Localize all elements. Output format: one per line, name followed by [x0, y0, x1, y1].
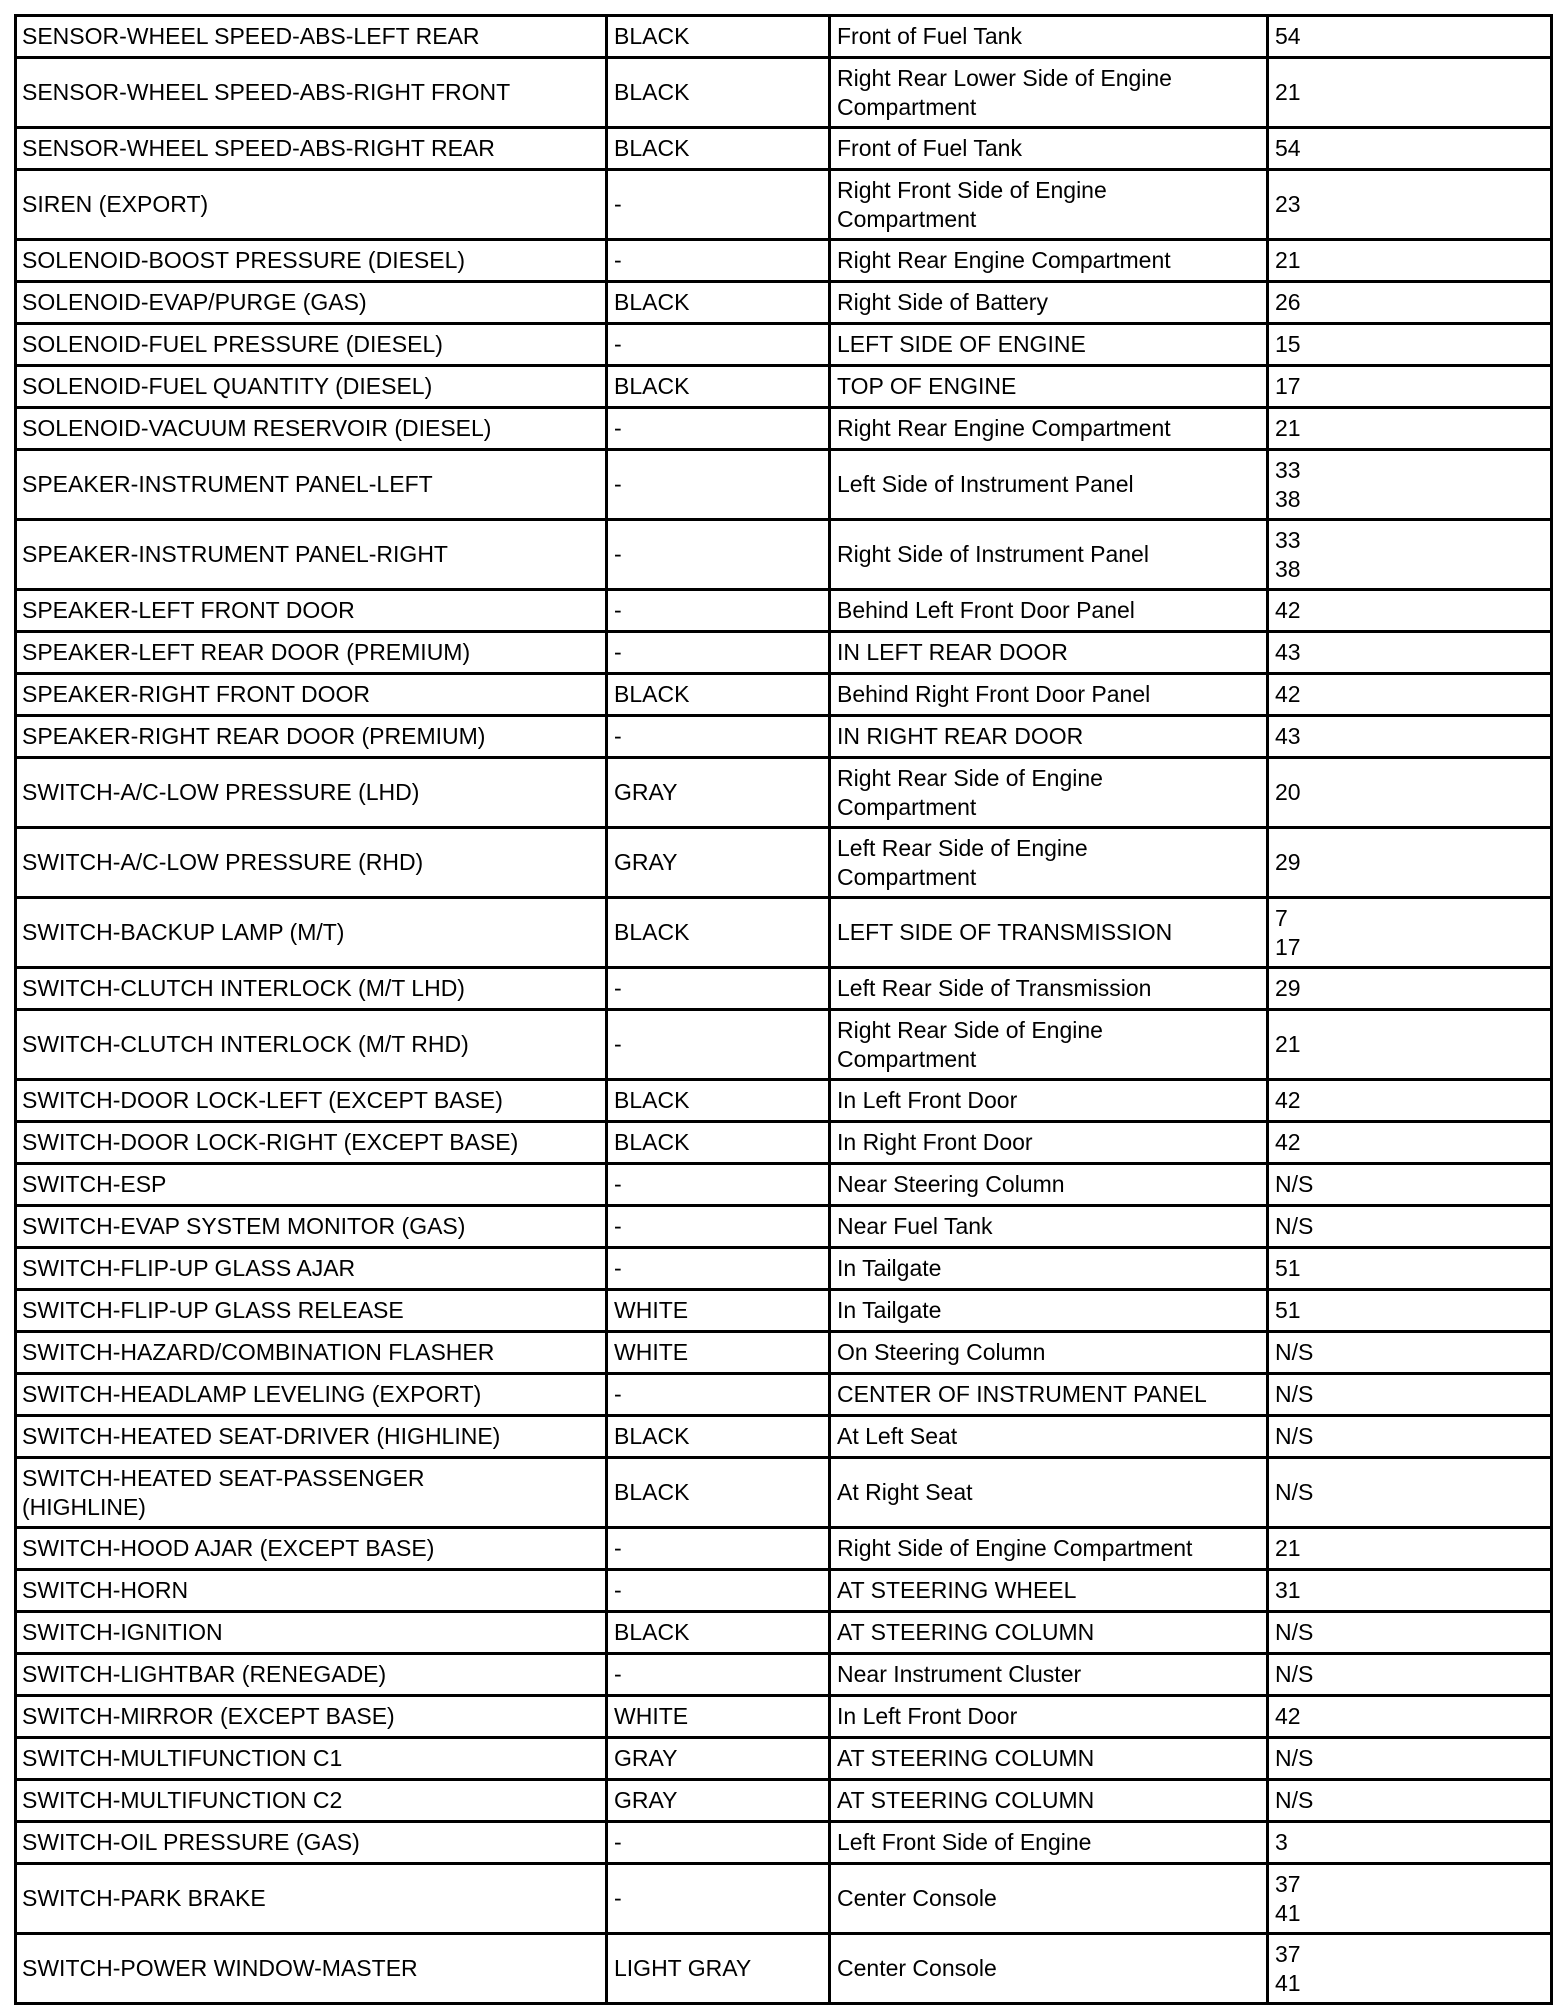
location-cell: Left Side of Instrument Panel: [830, 450, 1268, 520]
component-cell: SWITCH-IGNITION: [16, 1612, 607, 1654]
connector-color-cell: -: [607, 1822, 830, 1864]
connector-color-cell: -: [607, 240, 830, 282]
connector-color-cell: GRAY: [607, 758, 830, 828]
component-cell: SWITCH-HEATED SEAT-PASSENGER (HIGHLINE): [16, 1458, 607, 1528]
connector-color-cell: -: [607, 1528, 830, 1570]
component-cell: SWITCH-HEATED SEAT-DRIVER (HIGHLINE): [16, 1416, 607, 1458]
figure-cell: 15: [1268, 324, 1552, 366]
component-cell: SOLENOID-FUEL QUANTITY (DIESEL): [16, 366, 607, 408]
connector-color-cell: BLACK: [607, 16, 830, 58]
connector-color-cell: GRAY: [607, 828, 830, 898]
figure-cell: 3: [1268, 1822, 1552, 1864]
component-cell: SWITCH-FLIP-UP GLASS RELEASE: [16, 1290, 607, 1332]
figure-cell: N/S: [1268, 1780, 1552, 1822]
location-cell: Right Rear Engine Compartment: [830, 240, 1268, 282]
connector-color-cell: -: [607, 408, 830, 450]
figure-cell: N/S: [1268, 1206, 1552, 1248]
connector-color-cell: -: [607, 520, 830, 590]
location-cell: In Tailgate: [830, 1248, 1268, 1290]
figure-cell: 42: [1268, 1080, 1552, 1122]
location-cell: AT STEERING COLUMN: [830, 1780, 1268, 1822]
component-cell: SOLENOID-BOOST PRESSURE (DIESEL): [16, 240, 607, 282]
table-row: [16, 1248, 1552, 1290]
figure-cell: N/S: [1268, 1458, 1552, 1528]
table-row: [16, 1780, 1552, 1822]
figure-cell: 21: [1268, 1010, 1552, 1080]
table-row: [16, 1374, 1552, 1416]
table-row: [16, 1010, 1552, 1080]
component-cell: SWITCH-OIL PRESSURE (GAS): [16, 1822, 607, 1864]
connector-color-cell: -: [607, 632, 830, 674]
component-cell: SWITCH-CLUTCH INTERLOCK (M/T RHD): [16, 1010, 607, 1080]
component-cell: SPEAKER-LEFT FRONT DOOR: [16, 590, 607, 632]
component-cell: SWITCH-HEADLAMP LEVELING (EXPORT): [16, 1374, 607, 1416]
connector-color-cell: GRAY: [607, 1780, 830, 1822]
figure-cell: 33 38: [1268, 520, 1552, 590]
table-row: [16, 828, 1552, 898]
connector-color-cell: -: [607, 170, 830, 240]
component-cell: SWITCH-A/C-LOW PRESSURE (RHD): [16, 828, 607, 898]
location-cell: On Steering Column: [830, 1332, 1268, 1374]
table-row: [16, 1738, 1552, 1780]
table-row: [16, 128, 1552, 170]
location-cell: In Right Front Door: [830, 1122, 1268, 1164]
location-cell: In Left Front Door: [830, 1696, 1268, 1738]
connector-color-cell: -: [607, 716, 830, 758]
table-row: [16, 1164, 1552, 1206]
location-cell: Near Steering Column: [830, 1164, 1268, 1206]
location-cell: Behind Left Front Door Panel: [830, 590, 1268, 632]
table-row: [16, 408, 1552, 450]
table-row: [16, 1122, 1552, 1164]
connector-color-cell: WHITE: [607, 1332, 830, 1374]
table-row: [16, 674, 1552, 716]
table-row: [16, 898, 1552, 968]
connector-color-cell: -: [607, 590, 830, 632]
component-cell: SPEAKER-RIGHT FRONT DOOR: [16, 674, 607, 716]
figure-cell: 17: [1268, 366, 1552, 408]
figure-cell: 21: [1268, 408, 1552, 450]
table-row: [16, 758, 1552, 828]
connector-color-cell: BLACK: [607, 58, 830, 128]
location-cell: Right Side of Engine Compartment: [830, 1528, 1268, 1570]
location-cell: Right Front Side of Engine Compartment: [830, 170, 1268, 240]
table-row: [16, 968, 1552, 1010]
location-cell: Front of Fuel Tank: [830, 128, 1268, 170]
location-cell: At Right Seat: [830, 1458, 1268, 1528]
location-cell: At Left Seat: [830, 1416, 1268, 1458]
figure-cell: 42: [1268, 1696, 1552, 1738]
figure-cell: 29: [1268, 828, 1552, 898]
table-row: [16, 1570, 1552, 1612]
connector-color-cell: -: [607, 1164, 830, 1206]
connector-color-cell: BLACK: [607, 128, 830, 170]
location-cell: AT STEERING COLUMN: [830, 1738, 1268, 1780]
connector-color-cell: BLACK: [607, 366, 830, 408]
component-cell: SWITCH-HOOD AJAR (EXCEPT BASE): [16, 1528, 607, 1570]
connector-color-cell: BLACK: [607, 1416, 830, 1458]
table-row: [16, 520, 1552, 590]
table-row: [16, 1612, 1552, 1654]
location-cell: Right Rear Side of Engine Compartment: [830, 758, 1268, 828]
connector-color-cell: BLACK: [607, 282, 830, 324]
table-row: [16, 1416, 1552, 1458]
location-cell: LEFT SIDE OF TRANSMISSION: [830, 898, 1268, 968]
table-row: [16, 1332, 1552, 1374]
location-cell: Behind Right Front Door Panel: [830, 674, 1268, 716]
figure-cell: 54: [1268, 128, 1552, 170]
table-row: [16, 16, 1552, 58]
component-cell: SWITCH-DOOR LOCK-RIGHT (EXCEPT BASE): [16, 1122, 607, 1164]
location-cell: AT STEERING WHEEL: [830, 1570, 1268, 1612]
table-row: [16, 590, 1552, 632]
component-cell: SPEAKER-LEFT REAR DOOR (PREMIUM): [16, 632, 607, 674]
location-cell: Left Rear Side of Transmission: [830, 968, 1268, 1010]
table-row: [16, 1864, 1552, 1934]
table-row: [16, 366, 1552, 408]
location-cell: Center Console: [830, 1864, 1268, 1934]
figure-cell: 37 41: [1268, 1864, 1552, 1934]
table-row: [16, 632, 1552, 674]
location-cell: Right Side of Instrument Panel: [830, 520, 1268, 590]
table-row: [16, 1822, 1552, 1864]
location-cell: IN LEFT REAR DOOR: [830, 632, 1268, 674]
figure-cell: N/S: [1268, 1374, 1552, 1416]
location-cell: TOP OF ENGINE: [830, 366, 1268, 408]
location-cell: Right Rear Side of Engine Compartment: [830, 1010, 1268, 1080]
connector-color-cell: WHITE: [607, 1290, 830, 1332]
connector-color-cell: -: [607, 1570, 830, 1612]
table-row: [16, 1654, 1552, 1696]
figure-cell: 54: [1268, 16, 1552, 58]
location-cell: Left Rear Side of Engine Compartment: [830, 828, 1268, 898]
component-cell: SIREN (EXPORT): [16, 170, 607, 240]
connector-color-cell: LIGHT GRAY: [607, 1934, 830, 2004]
component-cell: SWITCH-MULTIFUNCTION C1: [16, 1738, 607, 1780]
figure-cell: 21: [1268, 1528, 1552, 1570]
connector-color-cell: WHITE: [607, 1696, 830, 1738]
figure-cell: N/S: [1268, 1332, 1552, 1374]
figure-cell: 31: [1268, 1570, 1552, 1612]
table-row: [16, 450, 1552, 520]
connector-color-cell: GRAY: [607, 1738, 830, 1780]
location-cell: In Tailgate: [830, 1290, 1268, 1332]
location-cell: Front of Fuel Tank: [830, 16, 1268, 58]
component-cell: SOLENOID-VACUUM RESERVOIR (DIESEL): [16, 408, 607, 450]
connector-color-cell: -: [607, 968, 830, 1010]
figure-cell: N/S: [1268, 1654, 1552, 1696]
figure-cell: 43: [1268, 632, 1552, 674]
component-cell: SOLENOID-FUEL PRESSURE (DIESEL): [16, 324, 607, 366]
location-cell: AT STEERING COLUMN: [830, 1612, 1268, 1654]
connector-color-cell: -: [607, 1206, 830, 1248]
component-cell: SOLENOID-EVAP/PURGE (GAS): [16, 282, 607, 324]
connector-color-cell: -: [607, 450, 830, 520]
component-cell: SWITCH-HORN: [16, 1570, 607, 1612]
component-cell: SWITCH-MIRROR (EXCEPT BASE): [16, 1696, 607, 1738]
location-cell: CENTER OF INSTRUMENT PANEL: [830, 1374, 1268, 1416]
component-cell: SWITCH-BACKUP LAMP (M/T): [16, 898, 607, 968]
connector-color-cell: BLACK: [607, 898, 830, 968]
table-row: [16, 1458, 1552, 1528]
component-cell: SWITCH-LIGHTBAR (RENEGADE): [16, 1654, 607, 1696]
location-cell: IN RIGHT REAR DOOR: [830, 716, 1268, 758]
table-row: [16, 324, 1552, 366]
connector-color-cell: -: [607, 324, 830, 366]
connector-color-cell: -: [607, 1654, 830, 1696]
connector-color-cell: BLACK: [607, 1458, 830, 1528]
location-cell: Left Front Side of Engine: [830, 1822, 1268, 1864]
figure-cell: 37 41: [1268, 1934, 1552, 2004]
table-row: [16, 1080, 1552, 1122]
document-page: [14, 14, 1550, 2005]
table-body: [16, 16, 1552, 2004]
figure-cell: 29: [1268, 968, 1552, 1010]
component-cell: SWITCH-A/C-LOW PRESSURE (LHD): [16, 758, 607, 828]
figure-cell: 51: [1268, 1248, 1552, 1290]
component-cell: SWITCH-CLUTCH INTERLOCK (M/T LHD): [16, 968, 607, 1010]
figure-cell: 26: [1268, 282, 1552, 324]
component-location-table: [14, 14, 1553, 2005]
component-cell: SWITCH-DOOR LOCK-LEFT (EXCEPT BASE): [16, 1080, 607, 1122]
figure-cell: 51: [1268, 1290, 1552, 1332]
figure-cell: 43: [1268, 716, 1552, 758]
table-row: [16, 170, 1552, 240]
component-cell: SWITCH-MULTIFUNCTION C2: [16, 1780, 607, 1822]
connector-color-cell: BLACK: [607, 1122, 830, 1164]
figure-cell: 42: [1268, 590, 1552, 632]
figure-cell: N/S: [1268, 1738, 1552, 1780]
location-cell: In Left Front Door: [830, 1080, 1268, 1122]
figure-cell: N/S: [1268, 1416, 1552, 1458]
component-cell: SPEAKER-RIGHT REAR DOOR (PREMIUM): [16, 716, 607, 758]
figure-cell: 7 17: [1268, 898, 1552, 968]
location-cell: Right Side of Battery: [830, 282, 1268, 324]
connector-color-cell: -: [607, 1248, 830, 1290]
figure-cell: N/S: [1268, 1612, 1552, 1654]
component-cell: SWITCH-PARK BRAKE: [16, 1864, 607, 1934]
component-cell: SENSOR-WHEEL SPEED-ABS-RIGHT FRONT: [16, 58, 607, 128]
connector-color-cell: BLACK: [607, 1612, 830, 1654]
table-row: [16, 1696, 1552, 1738]
table-row: [16, 1206, 1552, 1248]
location-cell: Near Fuel Tank: [830, 1206, 1268, 1248]
figure-cell: 23: [1268, 170, 1552, 240]
component-cell: SENSOR-WHEEL SPEED-ABS-LEFT REAR: [16, 16, 607, 58]
location-cell: Center Console: [830, 1934, 1268, 2004]
figure-cell: N/S: [1268, 1164, 1552, 1206]
location-cell: Near Instrument Cluster: [830, 1654, 1268, 1696]
table-row: [16, 1528, 1552, 1570]
figure-cell: 42: [1268, 674, 1552, 716]
connector-color-cell: -: [607, 1864, 830, 1934]
table-row: [16, 240, 1552, 282]
location-cell: Right Rear Engine Compartment: [830, 408, 1268, 450]
connector-color-cell: BLACK: [607, 674, 830, 716]
table-row: [16, 716, 1552, 758]
connector-color-cell: -: [607, 1010, 830, 1080]
component-cell: SWITCH-ESP: [16, 1164, 607, 1206]
figure-cell: 20: [1268, 758, 1552, 828]
figure-cell: 21: [1268, 58, 1552, 128]
location-cell: LEFT SIDE OF ENGINE: [830, 324, 1268, 366]
component-cell: SPEAKER-INSTRUMENT PANEL-RIGHT: [16, 520, 607, 590]
component-cell: SENSOR-WHEEL SPEED-ABS-RIGHT REAR: [16, 128, 607, 170]
table-row: [16, 1290, 1552, 1332]
component-cell: SPEAKER-INSTRUMENT PANEL-LEFT: [16, 450, 607, 520]
location-cell: Right Rear Lower Side of Engine Compartment: [830, 58, 1268, 128]
table-row: [16, 1934, 1552, 2004]
component-cell: SWITCH-POWER WINDOW-MASTER: [16, 1934, 607, 2004]
table-row: [16, 282, 1552, 324]
figure-cell: 42: [1268, 1122, 1552, 1164]
connector-color-cell: -: [607, 1374, 830, 1416]
component-cell: SWITCH-EVAP SYSTEM MONITOR (GAS): [16, 1206, 607, 1248]
table-row: [16, 58, 1552, 128]
connector-color-cell: BLACK: [607, 1080, 830, 1122]
component-cell: SWITCH-FLIP-UP GLASS AJAR: [16, 1248, 607, 1290]
component-cell: SWITCH-HAZARD/COMBINATION FLASHER: [16, 1332, 607, 1374]
figure-cell: 21: [1268, 240, 1552, 282]
figure-cell: 33 38: [1268, 450, 1552, 520]
